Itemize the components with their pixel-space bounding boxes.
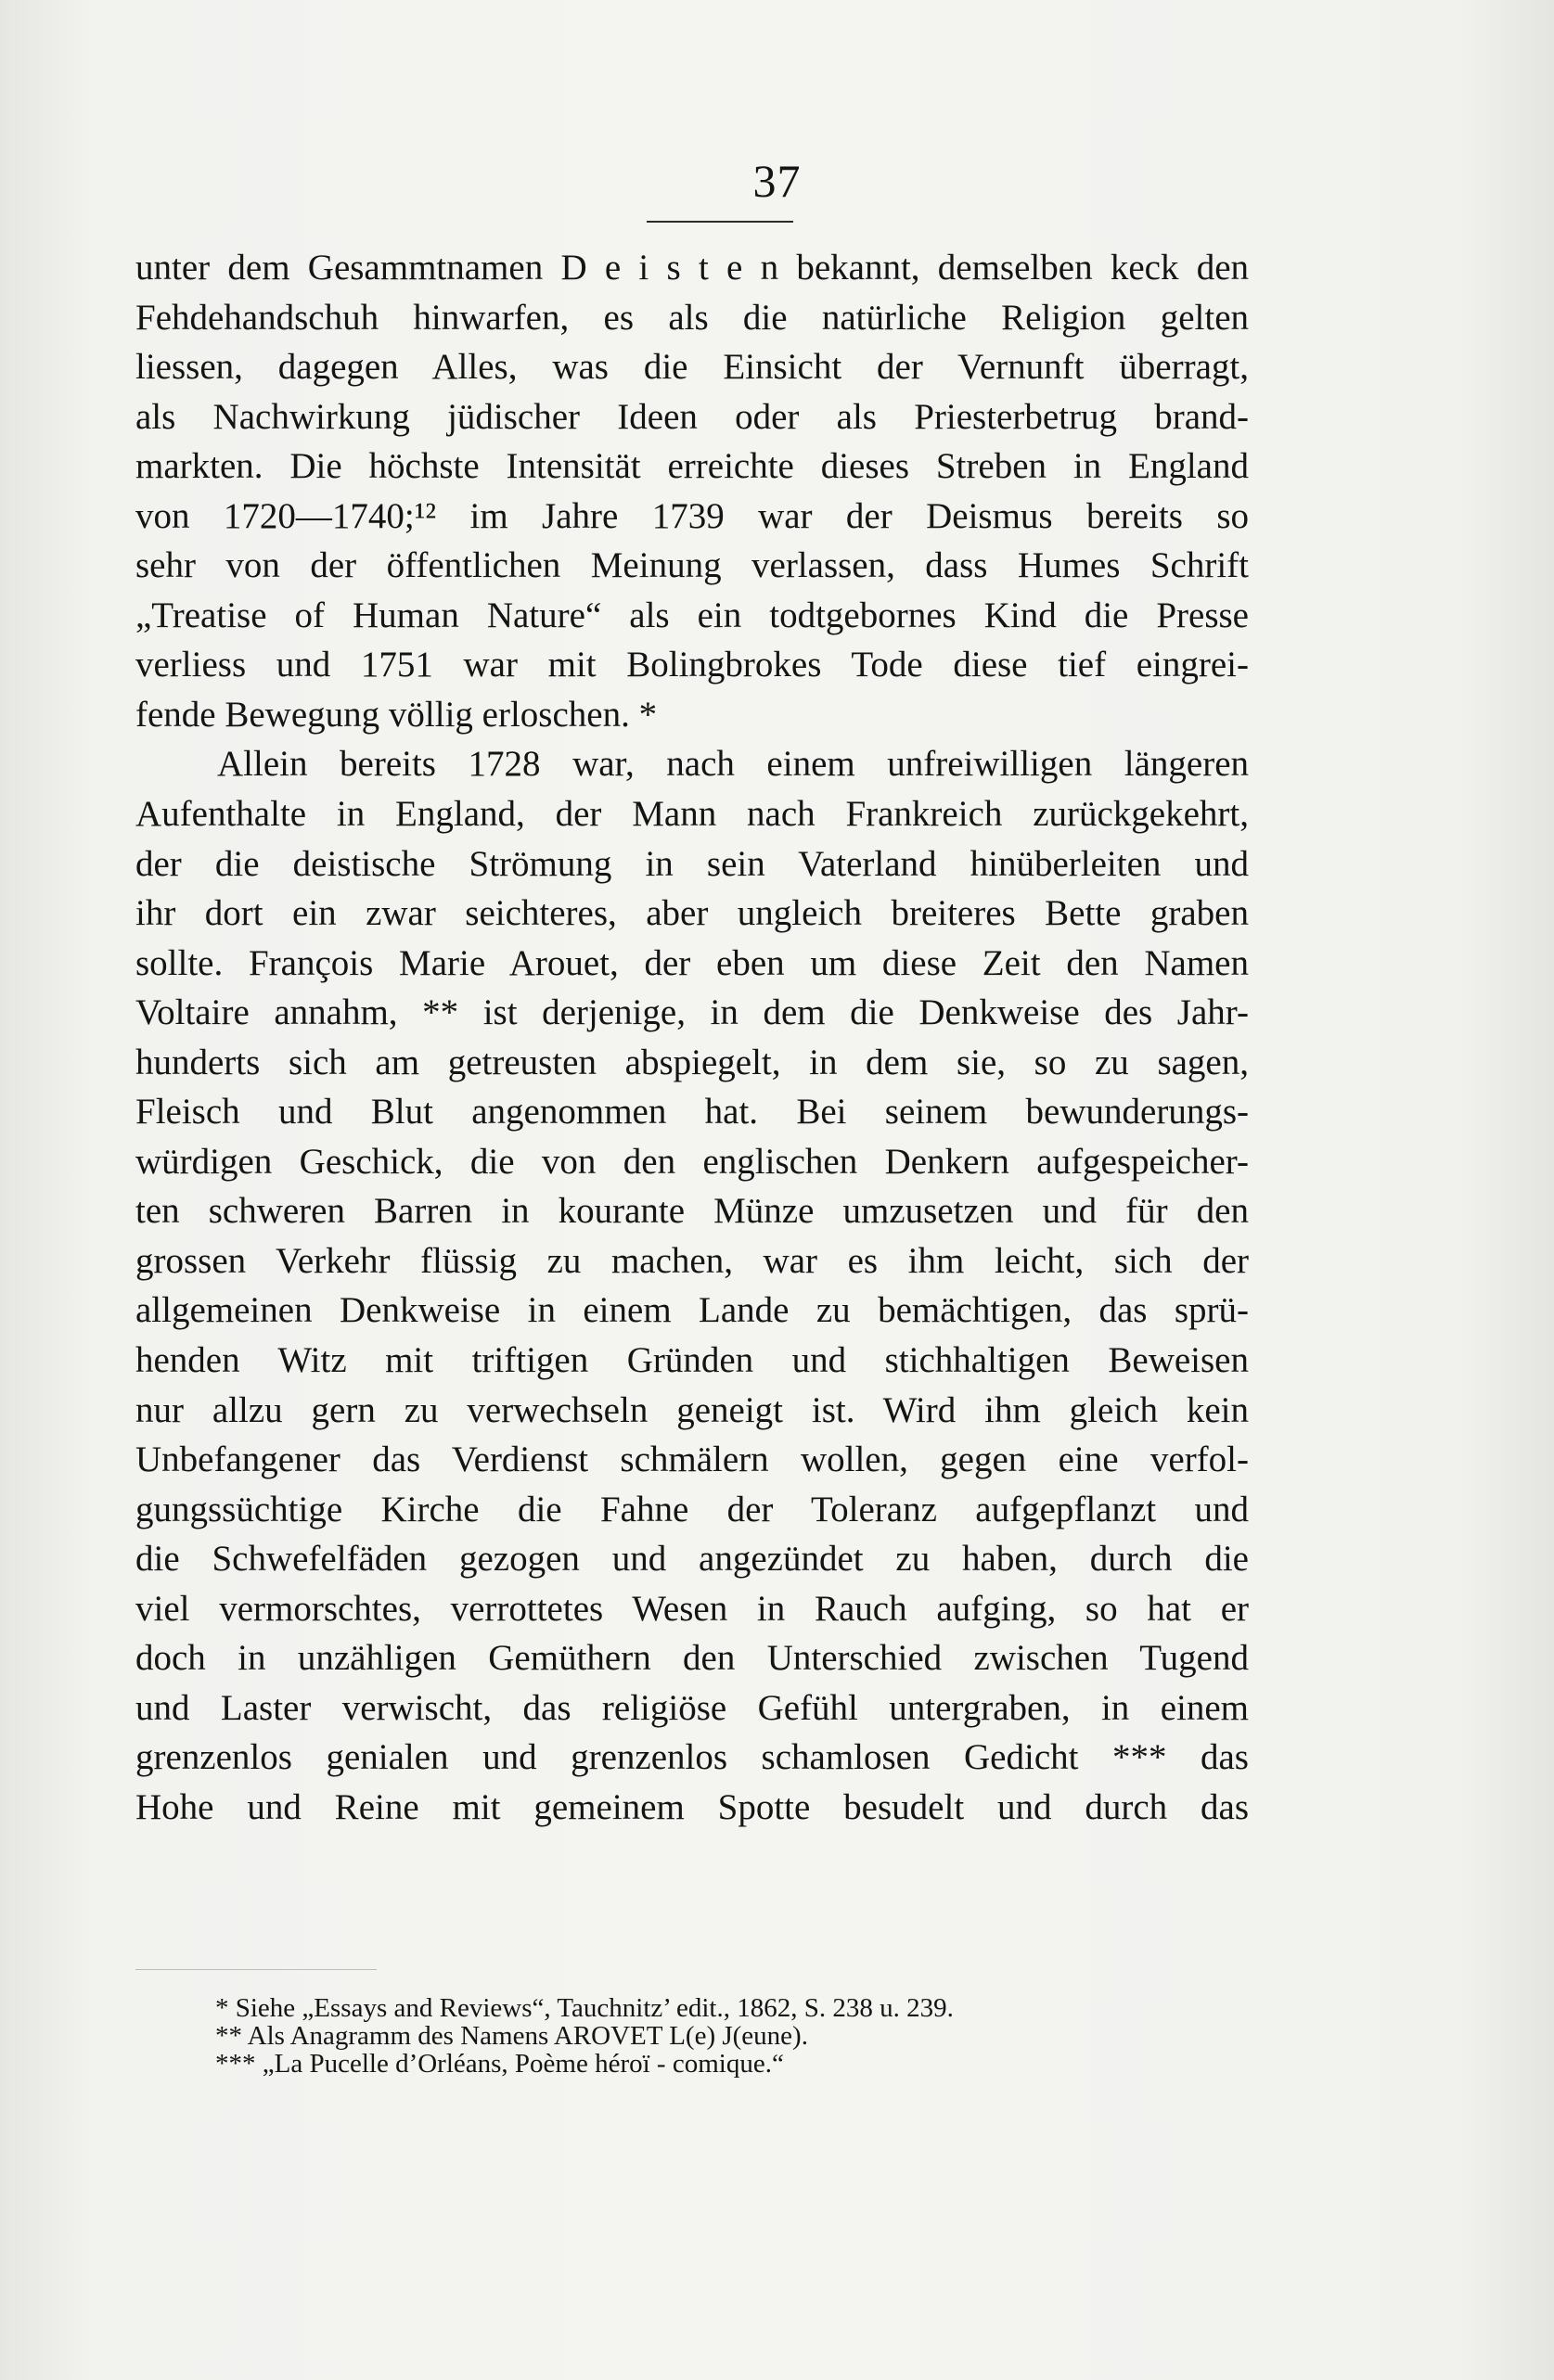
text-line: henden Witz mit triftigen Gründen und stichhaltigen Beweisen [135,1340,1249,1381]
text-line: verliess und 1751 war mit Bolingbrokes Tode diese tief eingrei- [135,645,1249,685]
text-line: Hohe und Reine mit gemeinem Spotte besudelt und durch das [135,1786,1249,1827]
text-line: Fleisch und Blut angenommen hat. Bei seinem bewunderungs- [135,1092,1249,1132]
footnote-rule [135,1969,377,1970]
footnote-1: * Siehe „Essays and Reviews“, Tauchnitz’ edit., 1862, S. 238 u. 239. [215,1993,954,2023]
text-line: allgemeinen Denkweise in einem Lande zu bemächtigen, das sprü- [135,1290,1249,1331]
page-number-rule [647,221,793,223]
text-line: grenzenlos genialen und grenzenlos schamlosen Gedicht *** das [135,1737,1249,1778]
text-line: grossen Verkehr flüssig zu machen, war es ihm leicht, sich der [135,1240,1249,1281]
text-line: fende Bewegung völlig erloschen. * [135,694,658,735]
text-line: markten. Die höchste Intensität erreichte dieses Streben in England [135,446,1249,487]
text-line: die Schwefelfäden gezogen und angezündet zu haben, durch die [135,1539,1249,1580]
text-line: viel vermorschtes, verrottetes Wesen in Rauch aufging, so hat er [135,1588,1249,1629]
text-line: Voltaire annahm, ** ist derjenige, in dem die Denkweise des Jahr- [135,992,1249,1033]
text-line: ten schweren Barren in kourante Münze umzusetzen und für den [135,1191,1249,1232]
text-line: „Treatise of Human Nature“ als ein todtgebornes Kind die Presse [135,595,1249,635]
text-line: ihr dort ein zwar seichteres, aber ungleich breiteres Bette graben [135,893,1249,934]
text-line: liessen, dagegen Alles, was die Einsicht der Vernunft überragt, [135,347,1249,388]
text-line: sollte. François Marie Arouet, der eben um diese Zeit den Namen [135,942,1249,983]
text-line: doch in unzähligen Gemüthern den Unterschied zwischen Tugend [135,1638,1249,1679]
text-line: von 1720—1740;¹² im Jahre 1739 war der Deismus bereits so [135,495,1249,536]
text-line: und Laster verwischt, das religiöse Gefühl untergraben, in einem [135,1687,1249,1728]
text-line: Fehdehandschuh hinwarfen, es als die natürliche Religion gelten [135,297,1249,338]
text-line: sehr von der öffentlichen Meinung verlassen, dass Humes Schrift [135,545,1249,586]
text-line: unter dem Gesammtnamen D e i s t e n bekannt, demselben keck den [135,248,1249,288]
text-line: der die deistische Strömung in sein Vaterland hinüberleiten und [135,843,1249,884]
page-number: 37 [752,155,802,207]
text-line: Allein bereits 1728 war, nach einem unfreiwilligen längeren [217,744,1249,785]
text-line: als Nachwirkung jüdischer Ideen oder als Priesterbetrug brand- [135,396,1249,437]
footnotes [215,1994,1254,2078]
footnote-2: ** Als Anagramm des Namens AROVET L(e) J(eune). [215,2021,808,2051]
text-line: hunderts sich am getreusten abspiegelt, in dem sie, so zu sagen, [135,1042,1249,1082]
body-text [135,243,1249,1833]
text-line: nur allzu gern zu verwechseln geneigt ist. Wird ihm gleich kein [135,1389,1249,1430]
text-line: würdigen Geschick, die von den englischen Denkern aufgespeicher- [135,1141,1249,1182]
text-line: Unbefangener das Verdienst schmälern wollen, gegen eine verfol- [135,1440,1249,1480]
text-line: Aufenthalte in England, der Mann nach Frankreich zurückgekehrt, [135,794,1249,835]
text-line: gungssüchtige Kirche die Fahne der Toleranz aufgepflanzt und [135,1489,1249,1529]
footnote-3: *** „La Pucelle d’Orléans, Poème héroï - comique.“ [215,2049,784,2079]
